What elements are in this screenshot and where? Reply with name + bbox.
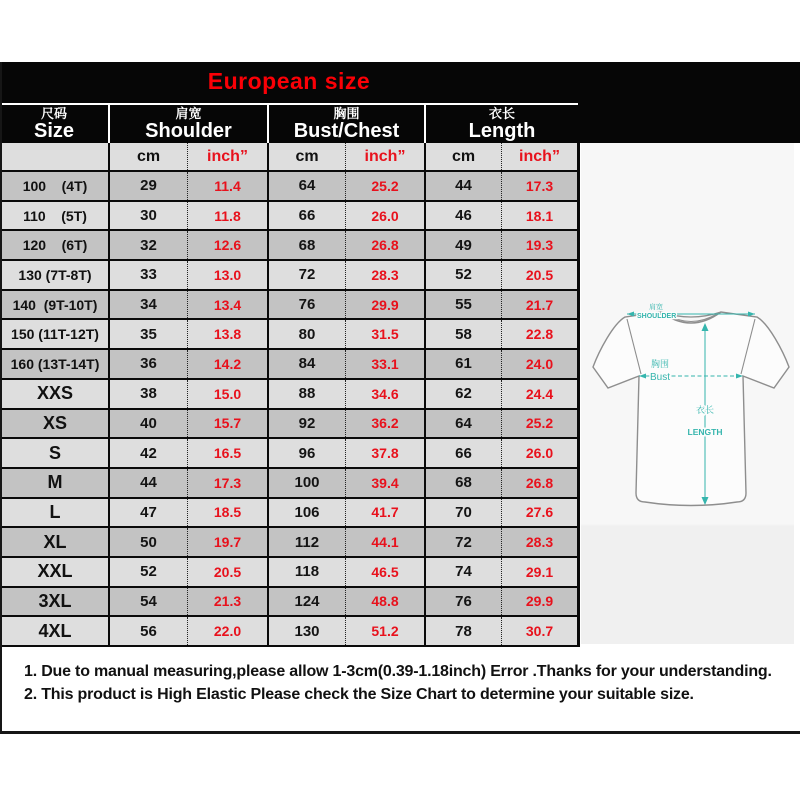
cm-value: 64 bbox=[267, 172, 345, 200]
inch-value: 16.5 bbox=[187, 439, 267, 467]
cm-value: 64 bbox=[424, 410, 501, 438]
table-row bbox=[2, 528, 577, 558]
cm-value: 66 bbox=[267, 202, 345, 230]
cm-value: 96 bbox=[267, 439, 345, 467]
size-cell: S bbox=[48, 442, 61, 463]
cm-value: 84 bbox=[267, 350, 345, 378]
cm-value: 118 bbox=[267, 558, 345, 586]
unit-inch-label: inch” bbox=[345, 143, 424, 170]
inch-value: 13.8 bbox=[187, 320, 267, 348]
cm-value: 54 bbox=[108, 588, 187, 616]
inch-value: 20.5 bbox=[187, 558, 267, 586]
inch-value: 29.9 bbox=[501, 588, 577, 616]
cm-value: 61 bbox=[424, 350, 501, 378]
inch-value: 12.6 bbox=[187, 231, 267, 259]
cm-value: 55 bbox=[424, 291, 501, 319]
cm-value: 29 bbox=[108, 172, 187, 200]
size-cell: 140 (9T-10T) bbox=[12, 296, 98, 313]
cm-value: 56 bbox=[108, 617, 187, 645]
inch-value: 26.8 bbox=[345, 231, 424, 259]
cm-value: 44 bbox=[108, 469, 187, 497]
diagram-length-label: LENGTH bbox=[687, 427, 723, 437]
header-size bbox=[0, 105, 108, 143]
header-bust bbox=[267, 105, 424, 143]
cm-value: 92 bbox=[267, 410, 345, 438]
left-border bbox=[0, 62, 2, 734]
inch-value: 28.3 bbox=[345, 261, 424, 289]
cm-value: 66 bbox=[424, 439, 501, 467]
inch-value: 19.7 bbox=[187, 528, 267, 556]
inch-value: 25.2 bbox=[501, 410, 577, 438]
size-cell: XS bbox=[42, 412, 67, 433]
table-row bbox=[2, 617, 577, 647]
inch-value: 34.6 bbox=[345, 380, 424, 408]
note-line-1: 1. Due to manual measuring,please allow 1-3cm(0.39-1.18inch) Error .Thanks for your understanding. bbox=[24, 663, 772, 680]
inch-value: 18.1 bbox=[501, 202, 577, 230]
diagram-bust-zh-label: 胸围 bbox=[651, 359, 670, 369]
inch-value: 29.1 bbox=[501, 558, 577, 586]
inch-value: 21.7 bbox=[501, 291, 577, 319]
table-row bbox=[2, 320, 577, 350]
cm-value: 35 bbox=[108, 320, 187, 348]
size-cell: 100 (4T) bbox=[22, 177, 88, 194]
unit-inch-label: inch” bbox=[501, 143, 577, 170]
cm-value: 72 bbox=[424, 528, 501, 556]
inch-value: 11.8 bbox=[187, 202, 267, 230]
table-row bbox=[2, 469, 577, 499]
size-cell: XXL bbox=[37, 561, 73, 582]
inch-value: 21.3 bbox=[187, 588, 267, 616]
tshirt-diagram bbox=[581, 143, 794, 644]
cm-value: 68 bbox=[424, 469, 501, 497]
table-row bbox=[2, 350, 577, 380]
unit-cm-label: cm bbox=[267, 143, 345, 170]
cm-value: 100 bbox=[267, 469, 345, 497]
inch-value: 17.3 bbox=[501, 172, 577, 200]
size-cell: 150 (11T-12T) bbox=[11, 326, 99, 343]
table-row bbox=[2, 410, 577, 440]
inch-value: 13.4 bbox=[187, 291, 267, 319]
size-cell: 130 (7T-8T) bbox=[18, 266, 92, 283]
inch-value: 22.0 bbox=[187, 617, 267, 645]
inch-value: 41.7 bbox=[345, 499, 424, 527]
inch-value: 26.0 bbox=[501, 439, 577, 467]
inch-value: 22.8 bbox=[501, 320, 577, 348]
chart-title: European size bbox=[207, 68, 371, 94]
inch-value: 29.9 bbox=[345, 291, 424, 319]
cm-value: 74 bbox=[424, 558, 501, 586]
diagram-length-zh-label: 衣长 bbox=[695, 405, 715, 415]
diagram-bust-label: Bust bbox=[650, 372, 671, 383]
inch-value: 20.5 bbox=[501, 261, 577, 289]
inch-value: 25.2 bbox=[345, 172, 424, 200]
inch-value: 39.4 bbox=[345, 469, 424, 497]
size-cell: 120 (6T) bbox=[22, 237, 88, 254]
cm-value: 76 bbox=[267, 291, 345, 319]
size-cell: M bbox=[47, 472, 63, 493]
header-size-zh: 尺码 bbox=[40, 105, 67, 121]
note-line-2: 2. This product is High Elastic Please check the Size Chart to determine your suitable size. bbox=[24, 686, 694, 703]
header-length-zh: 衣长 bbox=[488, 105, 515, 121]
cm-value: 42 bbox=[108, 439, 187, 467]
table-row bbox=[2, 380, 577, 410]
cm-value: 46 bbox=[424, 202, 501, 230]
cm-value: 88 bbox=[267, 380, 345, 408]
inch-value: 24.0 bbox=[501, 350, 577, 378]
inch-value: 33.1 bbox=[345, 350, 424, 378]
inch-value: 17.3 bbox=[187, 469, 267, 497]
cm-value: 124 bbox=[267, 588, 345, 616]
size-cell: 160 (13T-14T) bbox=[10, 355, 100, 372]
inch-value: 44.1 bbox=[345, 528, 424, 556]
cm-value: 32 bbox=[108, 231, 187, 259]
header-bust-zh: 胸围 bbox=[333, 105, 360, 121]
inch-value: 48.8 bbox=[345, 588, 424, 616]
cm-value: 34 bbox=[108, 291, 187, 319]
table-row bbox=[2, 558, 577, 588]
cm-value: 49 bbox=[424, 231, 501, 259]
cm-value: 62 bbox=[424, 380, 501, 408]
cm-value: 130 bbox=[267, 617, 345, 645]
header-band bbox=[0, 62, 800, 143]
diagram-shoulder-label: SHOULDER bbox=[637, 313, 677, 320]
size-cell: XXS bbox=[36, 383, 74, 404]
header-shoulder bbox=[108, 105, 267, 143]
inch-value: 28.3 bbox=[501, 528, 577, 556]
size-table-body bbox=[2, 172, 577, 647]
header-length-en: Length bbox=[468, 119, 536, 142]
inch-value: 24.4 bbox=[501, 380, 577, 408]
cm-value: 50 bbox=[108, 528, 187, 556]
table-row bbox=[2, 439, 577, 469]
inch-value: 46.5 bbox=[345, 558, 424, 586]
header-size-en: Size bbox=[33, 119, 75, 142]
cm-value: 106 bbox=[267, 499, 345, 527]
header-bust-en: Bust/Chest bbox=[293, 119, 400, 142]
unit-cm-label: cm bbox=[424, 143, 501, 170]
inch-value: 14.2 bbox=[187, 350, 267, 378]
size-table bbox=[2, 143, 580, 647]
cm-value: 44 bbox=[424, 172, 501, 200]
header-length bbox=[424, 105, 578, 143]
cm-value: 68 bbox=[267, 231, 345, 259]
table-row bbox=[2, 202, 577, 232]
inch-value: 27.6 bbox=[501, 499, 577, 527]
inch-value: 37.8 bbox=[345, 439, 424, 467]
cm-value: 30 bbox=[108, 202, 187, 230]
size-cell: L bbox=[49, 501, 61, 522]
diagram-shoulder-zh-label: 肩宽 bbox=[649, 304, 663, 311]
cm-value: 40 bbox=[108, 410, 187, 438]
cm-value: 72 bbox=[267, 261, 345, 289]
column-headers bbox=[0, 105, 578, 143]
unit-inch-label: inch” bbox=[187, 143, 267, 170]
size-cell: XL bbox=[43, 531, 67, 552]
table-row bbox=[2, 231, 577, 261]
cm-value: 36 bbox=[108, 350, 187, 378]
inch-value: 15.0 bbox=[187, 380, 267, 408]
inch-value: 11.4 bbox=[187, 172, 267, 200]
tshirt-panel bbox=[581, 143, 794, 644]
cm-value: 80 bbox=[267, 320, 345, 348]
inch-value: 26.8 bbox=[501, 469, 577, 497]
inch-value: 36.2 bbox=[345, 410, 424, 438]
size-cell: 110 (5T) bbox=[23, 207, 87, 224]
cm-value: 58 bbox=[424, 320, 501, 348]
cm-value: 76 bbox=[424, 588, 501, 616]
inch-value: 15.7 bbox=[187, 410, 267, 438]
size-cell: 3XL bbox=[38, 590, 72, 611]
inch-value: 19.3 bbox=[501, 231, 577, 259]
cm-value: 47 bbox=[108, 499, 187, 527]
inch-value: 18.5 bbox=[187, 499, 267, 527]
cm-value: 33 bbox=[108, 261, 187, 289]
table-row bbox=[2, 499, 577, 529]
table-row bbox=[2, 291, 577, 321]
unit-row bbox=[2, 143, 577, 172]
inch-value: 31.5 bbox=[345, 320, 424, 348]
inch-value: 26.0 bbox=[345, 202, 424, 230]
inch-value: 30.7 bbox=[501, 617, 577, 645]
tshirt-outline bbox=[593, 312, 789, 506]
header-shoulder-en: Shoulder bbox=[145, 119, 232, 142]
cm-value: 112 bbox=[267, 528, 345, 556]
size-cell: 4XL bbox=[38, 620, 72, 641]
header-shoulder-zh: 肩宽 bbox=[175, 105, 202, 121]
table-row bbox=[2, 172, 577, 202]
cm-value: 38 bbox=[108, 380, 187, 408]
cm-value: 52 bbox=[424, 261, 501, 289]
unit-cm-label: cm bbox=[108, 143, 187, 170]
table-row bbox=[2, 261, 577, 291]
cm-value: 78 bbox=[424, 617, 501, 645]
notes bbox=[0, 654, 800, 706]
unit-row-blank-cell bbox=[2, 143, 108, 170]
table-row bbox=[2, 588, 577, 618]
bottom-border bbox=[0, 731, 800, 734]
inch-value: 13.0 bbox=[187, 261, 267, 289]
cm-value: 70 bbox=[424, 499, 501, 527]
cm-value: 52 bbox=[108, 558, 187, 586]
inch-value: 51.2 bbox=[345, 617, 424, 645]
